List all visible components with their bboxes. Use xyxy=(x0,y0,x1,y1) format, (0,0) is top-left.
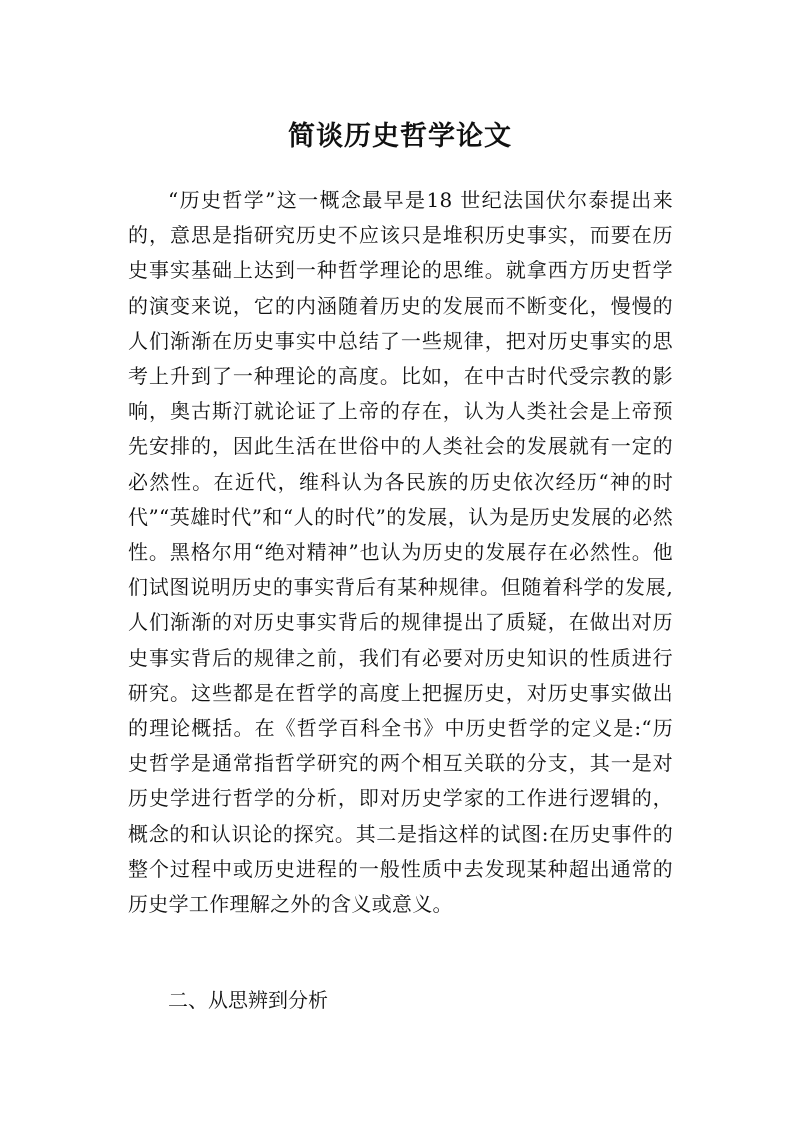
document-title: 简谈历史哲学论文 xyxy=(288,121,512,153)
body-paragraph: “历史哲学”这一概念最早是18 世纪法国伏尔泰提出来的，意思是指研究历史不应该只是堆积历史事实，而要在历史事实基础上达到一种哲学理论的思维。就拿西方历史哲学的演变来说，它的内涵随着历史的发展而不断变化，慢慢的人们渐渐在历史事实中总结了一些规律，把对历史事实的思考上升到了一种理论的高度。比如，在中古时代受宗教的影响，奥古斯汀就论证了上帝的存在，认为人类社会是上帝预先安排的，因此生活在世俗中的人类社会的发展就有一定的必然性。在近代，维科认为各民族的历史依次经历“神的时代”“英雄时代”和“人的时代”的发展，认为是历史发展的必然性。黑格尔用“绝对精神”也认为历史的发展存在必然性。他们试图说明历史的事实背后有某种规律。但随着科学的发展,人们渐渐的对历史事实背后的规律提出了质疑，在做出对历史事实背后的规律之前，我们有必要对历史知识的性质进行研究。这些都是在哲学的高度上把握历史，对历史事实做出的理论概括。在《哲学百科全书》中历史哲学的定义是:“历史哲学是通常指哲学研究的两个相互关联的分支，其一是对历史学进行哲学的分析，即对历史学家的工作进行逻辑的，概念的和认识论的探究。其二是指这样的试图:在历史事件的整个过程中或历史进程的一般性质中去发现某种超出通常的历史学工作理解之外的含义或意义。 xyxy=(128,188,673,917)
section-heading: 二、从思辨到分析 xyxy=(168,988,328,1012)
